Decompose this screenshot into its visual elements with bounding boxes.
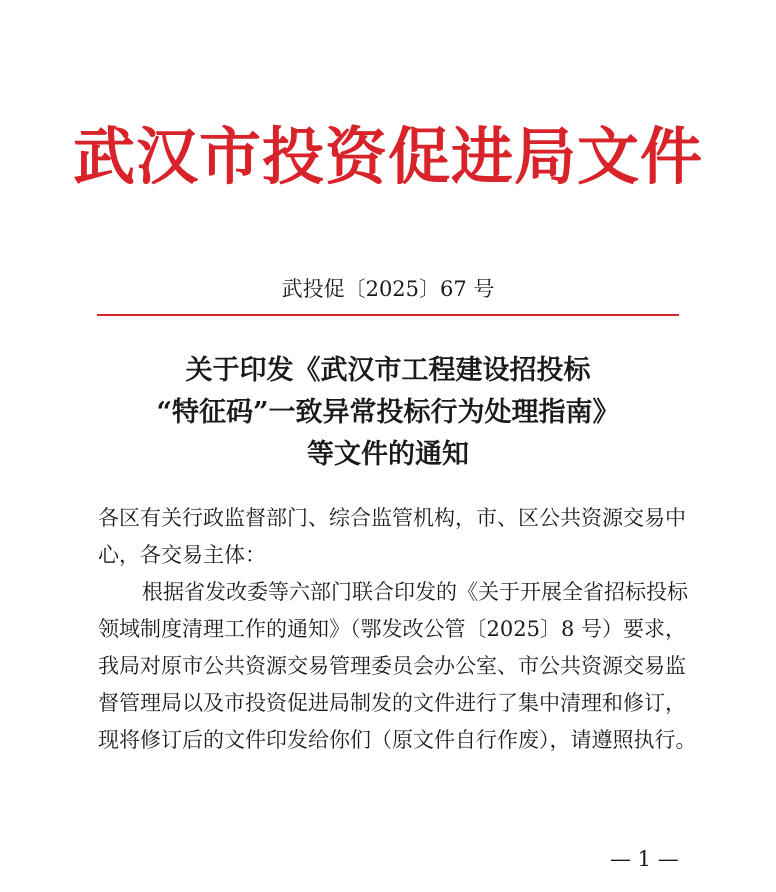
addressee-line: 各区有关行政监督部门、综合监管机构，市、区公共资源交易中: [98, 506, 686, 530]
body-paragraph-line: 督管理局以及市投资促进局制发的文件进行了集中清理和修订，: [98, 691, 686, 715]
document-body: [98, 500, 697, 759]
document-number: 武投促〔2025〕67 号: [281, 277, 495, 301]
document-title: [0, 350, 776, 476]
body-paragraph-line: 根据省发改委等六部门联合印发的《关于开展全省招标投标: [142, 580, 688, 604]
body-paragraph-line: 现将修订后的文件印发给你们（原文件自行作废），请遵照执行。: [98, 728, 697, 752]
letterhead-title: 武汉市投资促进局文件: [72, 120, 703, 193]
title-line: “特征码”一致异常投标行为处理指南》: [156, 397, 620, 428]
title-line: 等文件的通知: [307, 439, 469, 470]
red-divider-line: [97, 314, 679, 316]
body-paragraph-line: 我局对原市公共资源交易管理委员会办公室、市公共资源交易监: [98, 654, 686, 678]
addressee-line: 心，各交易主体：: [98, 543, 266, 567]
body-paragraph-line: 领域制度清理工作的通知》（鄂发改公管〔2025〕8 号）要求，: [98, 617, 686, 641]
title-line: 关于印发《武汉市工程建设招投标: [185, 355, 591, 386]
page-number: — 1 —: [610, 847, 679, 871]
